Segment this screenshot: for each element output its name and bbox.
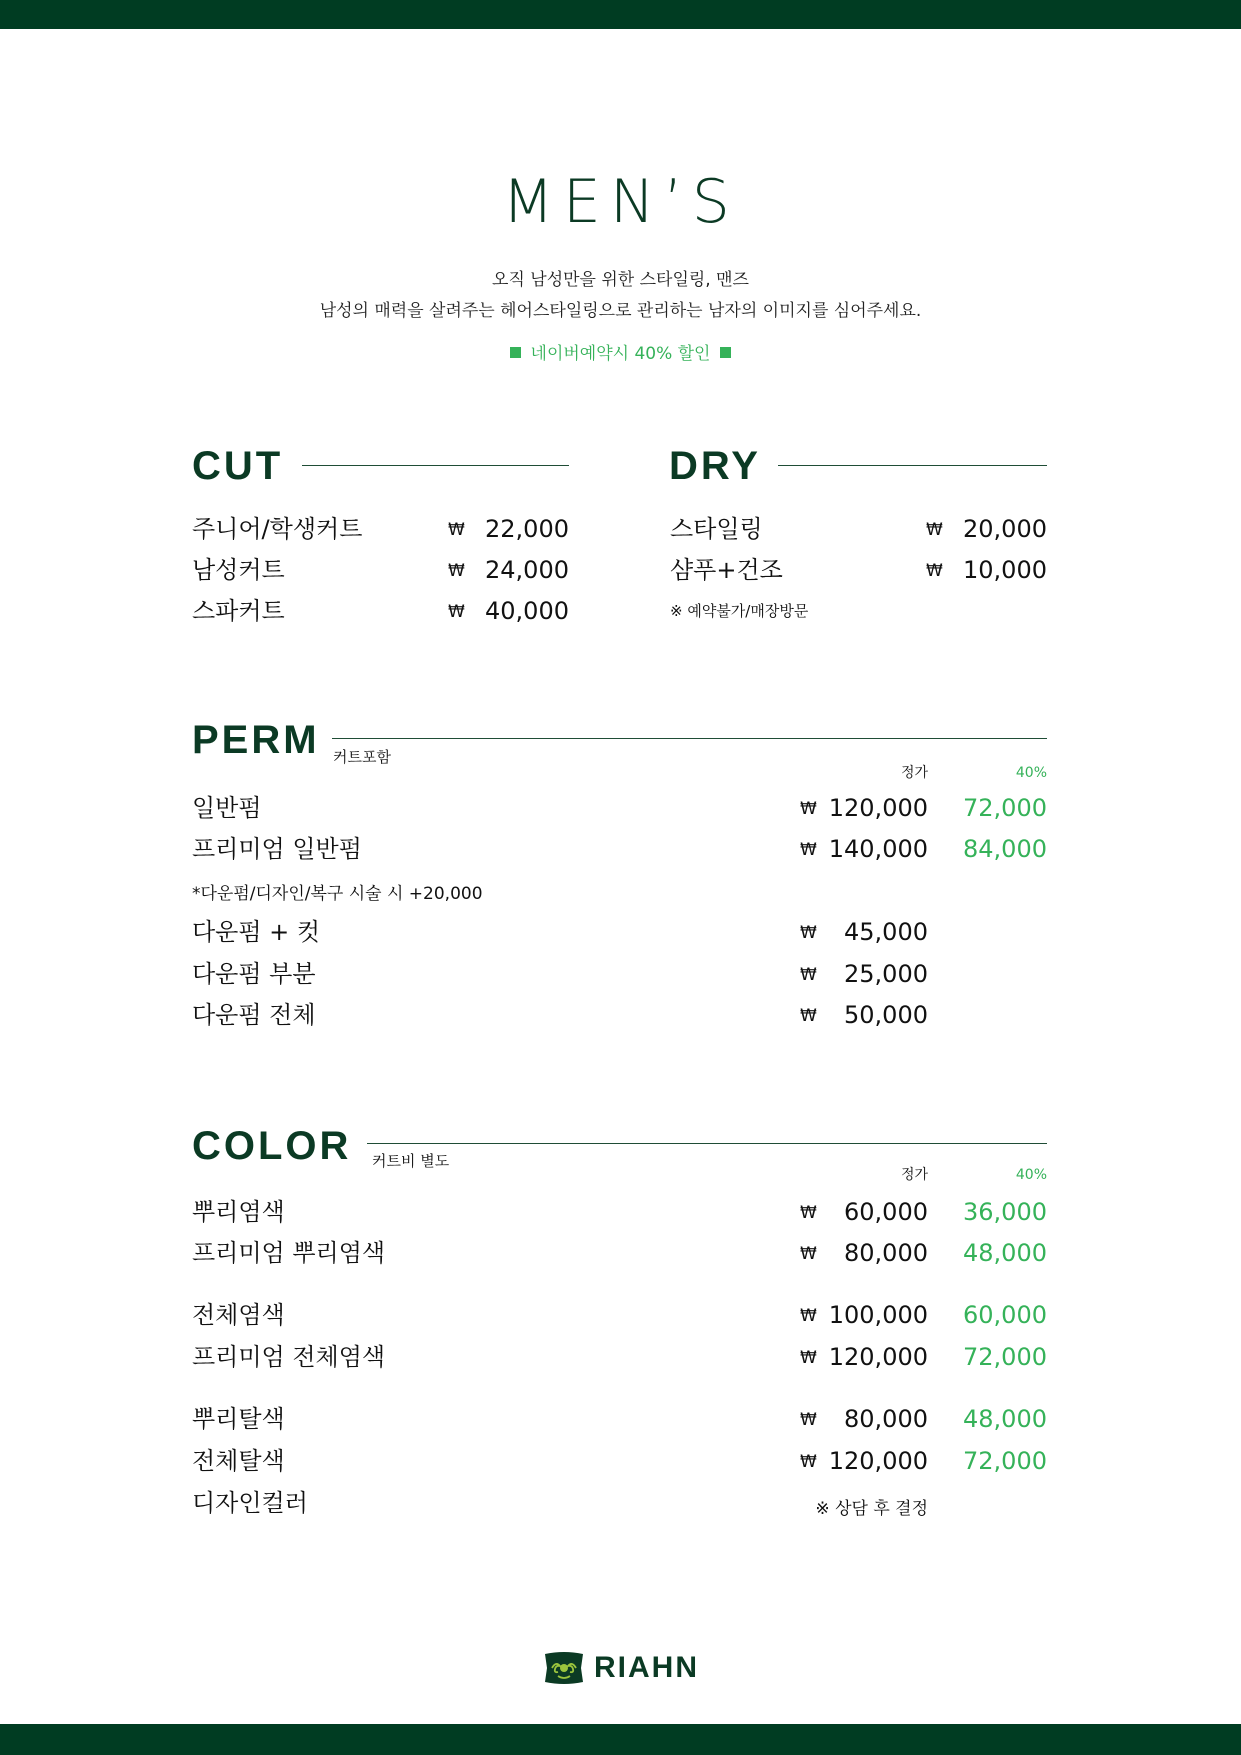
design-color-name: 디자인컬러 (192, 1489, 308, 1517)
color-item-name: 전체염색 (192, 1301, 285, 1329)
perm-item-name: 프리미엄 일반펌 (192, 835, 362, 863)
down-perm-item-price: 25,000 (844, 960, 928, 988)
down-perm-item-name: 다운펌 전체 (192, 1001, 316, 1029)
promo-banner (0, 339, 1241, 364)
down-perm-item-name: 다운펌 + 컷 (192, 918, 321, 946)
color-subtitle: 커트비 별도 (372, 1152, 450, 1170)
perm-item-discount: 84,000 (963, 835, 1047, 863)
color-item-discount: 72,000 (963, 1447, 1047, 1475)
square-bullet-icon (720, 347, 731, 358)
design-color-note: ※ 상담 후 결정 (815, 1499, 928, 1519)
dry-item-price: 20,000 (963, 515, 1047, 543)
color-item-price: 120,000 (828, 1343, 928, 1371)
color-item-name: 프리미엄 뿌리염색 (192, 1239, 386, 1267)
cut-divider (302, 465, 569, 466)
color-item-price: 120,000 (828, 1447, 928, 1475)
top-bar (0, 0, 1241, 29)
dry-title: DRY (669, 444, 761, 488)
perm-item-name: 일반펌 (192, 794, 262, 822)
color-item-name: 뿌리탈색 (192, 1405, 285, 1433)
cut-title: CUT (192, 444, 284, 488)
page-title: MEN’S (502, 167, 739, 237)
color-title: COLOR (192, 1124, 352, 1168)
cut-item-price: 24,000 (485, 556, 569, 584)
subtitle-line-1: 오직 남성만을 위한 스타일링, 맨즈 (492, 270, 749, 290)
perm-item-price: 120,000 (828, 794, 928, 822)
color-item-price: 60,000 (844, 1198, 928, 1226)
bottom-bar (0, 1724, 1241, 1755)
color-item-name: 뿌리염색 (192, 1198, 285, 1226)
perm-title: PERM (192, 718, 320, 762)
dry-item-name: 스타일링 (670, 515, 763, 543)
riahn-emblem-icon (543, 1650, 585, 1686)
color-col-discount: 40% (1015, 1167, 1047, 1183)
color-item-discount: 72,000 (963, 1343, 1047, 1371)
perm-item-price: 140,000 (828, 835, 928, 863)
color-item-discount: 36,000 (963, 1198, 1047, 1226)
color-item-price: 80,000 (844, 1239, 928, 1267)
cut-item-price: 40,000 (485, 597, 569, 625)
down-perm-item-price: 50,000 (844, 1001, 928, 1029)
down-perm-item-name: 다운펌 부분 (192, 960, 316, 988)
color-item-name: 프리미엄 전체염색 (192, 1343, 386, 1371)
color-col-regular: 정가 (900, 1167, 928, 1183)
dry-note: ※ 예약불가/매장방문 (670, 602, 809, 620)
square-bullet-icon (510, 347, 521, 358)
perm-col-discount: 40% (1015, 765, 1047, 781)
color-item-name: 전체탈색 (192, 1447, 285, 1475)
perm-note: *다운펌/디자인/복구 시술 시 +20,000 (192, 884, 483, 904)
perm-item-discount: 72,000 (963, 794, 1047, 822)
perm-divider (332, 738, 1047, 739)
color-item-discount: 48,000 (963, 1405, 1047, 1433)
dry-item-price: 10,000 (963, 556, 1047, 584)
color-item-price: 80,000 (844, 1405, 928, 1433)
color-item-discount: 60,000 (963, 1301, 1047, 1329)
promo-text: 네이버예약시 40% 할인 (530, 344, 711, 364)
cut-item-price: 22,000 (485, 515, 569, 543)
subtitle-line-2: 남성의 매력을 살려주는 헤어스타일링으로 관리하는 남자의 이미지를 심어주세요. (319, 301, 922, 321)
color-item-discount: 48,000 (963, 1239, 1047, 1267)
down-perm-item-price: 45,000 (844, 918, 928, 946)
dry-item-name: 샴푸+건조 (670, 556, 783, 584)
cut-item-name: 남성커트 (192, 556, 285, 584)
perm-subtitle: 커트포함 (333, 748, 391, 766)
perm-col-regular: 정가 (900, 765, 928, 781)
dry-divider (778, 465, 1047, 466)
brand-name: RIAHN (594, 1651, 699, 1684)
color-item-price: 100,000 (828, 1301, 928, 1329)
cut-item-name: 스파커트 (192, 597, 285, 625)
cut-item-name: 주니어/학생커트 (192, 515, 363, 543)
color-divider (367, 1143, 1047, 1144)
